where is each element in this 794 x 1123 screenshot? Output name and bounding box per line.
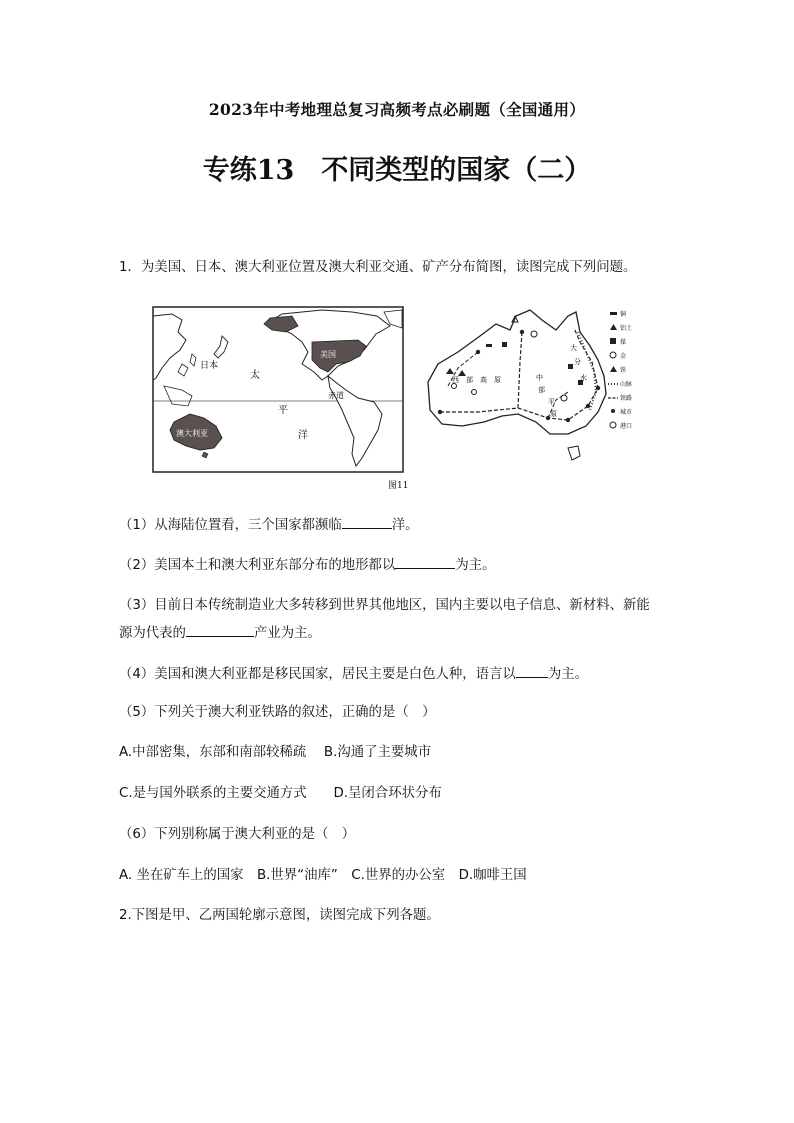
subquestion-3-text: 源为代表的: [119, 626, 186, 641]
subquestion-1: [119, 514, 419, 536]
subquestion-4: [119, 663, 588, 685]
subquestion-5-options-cd: C.是与国外联系的主要交通方式 D.呈闭合环状分布: [119, 786, 442, 801]
legend-label: 港口: [620, 423, 633, 430]
world-location-map: [152, 306, 404, 473]
subquestion-6-options: A. 坐在矿车上的国家 B.世界“油库” C.世界的办公室 D.咖啡王国: [119, 868, 527, 883]
question-2-stem: 2.下图是甲、乙两国轮廓示意图，读图完成下列各题。: [119, 908, 440, 923]
map-label-range-1: 大: [570, 344, 577, 352]
bauxite-icon: [610, 324, 617, 330]
map-label-australia: 澳大利亚: [176, 429, 208, 438]
map-label-ping: 平: [278, 405, 288, 416]
subquestion-3-line1: （3）目前日本传统制造业大多转移到世界其他地区，国内主要以电子信息、新材料、新能: [119, 598, 650, 613]
copper-icon: [610, 312, 617, 315]
answer-blank[interactable]: [186, 622, 254, 637]
legend-label: 铁路: [620, 395, 633, 402]
map-label-central-2: 部: [538, 386, 545, 394]
legend-label: 铜: [620, 311, 627, 318]
map-label-range-2: 分: [574, 358, 581, 366]
iron-icon: [610, 366, 617, 372]
map-legend: [608, 310, 632, 430]
subquestion-1-text: （1）从海陆位置看，三个国家都濒临: [119, 518, 342, 533]
page-title: 专练13 不同类型的国家（二）: [202, 155, 592, 186]
city-icon: [611, 409, 615, 413]
answer-blank[interactable]: [342, 514, 392, 529]
map-label-west-1: 西: [452, 376, 459, 384]
figure-caption: 图11: [388, 481, 409, 491]
map-label-west-2: 部: [466, 376, 473, 384]
gold-icon: [610, 352, 616, 358]
map-label-range-3: 水: [580, 374, 587, 382]
question-1-stem: 1．为美国、日本、澳大利亚位置及澳大利亚交通、矿产分布简图，读图完成下列问题。: [119, 260, 637, 275]
answer-blank[interactable]: [516, 663, 548, 678]
map-label-central-1: 中: [536, 374, 543, 382]
subquestion-1-suffix: 洋。: [391, 518, 419, 533]
map-label-west-3: 高: [480, 376, 487, 384]
answer-blank[interactable]: [395, 554, 455, 569]
subquestion-5: （5）下列关于澳大利亚铁路的叙述，正确的是（ ）: [119, 705, 436, 720]
map-label-central-4: 原: [550, 410, 557, 418]
map-label-west-4: 原: [494, 376, 501, 384]
legend-label: 煤: [620, 339, 627, 346]
subquestion-3-line2: [119, 622, 321, 644]
legend-label: 城市: [620, 409, 633, 416]
map-label-tai: 太: [250, 370, 260, 381]
map-label-japan: 日本: [200, 361, 219, 371]
subquestion-6: （6）下列别称属于澳大利亚的是（ ）: [119, 827, 356, 842]
legend-label: 金: [620, 353, 627, 360]
subquestion-2-suffix: 为主。: [455, 558, 496, 573]
legend-label: 铝土: [620, 325, 633, 332]
coal-icon: [610, 338, 616, 344]
subquestion-4-text: （4）美国和澳大利亚都是移民国家，居民主要是白色人种，语言以: [119, 667, 516, 682]
subquestion-4-suffix: 为主。: [547, 667, 589, 682]
australia-transport-mineral-map: [418, 302, 640, 472]
subquestion-5-options-ab: A.中部密集，东部和南部较稀疏 B.沟通了主要城市: [119, 745, 432, 760]
exam-header: 2023年中考地理总复习高频考点必刷题（全国通用）: [208, 100, 586, 119]
subquestion-3-suffix: 产业为主。: [253, 626, 321, 641]
port-icon: [610, 422, 616, 428]
map-label-central-3: 平: [548, 398, 555, 406]
map-label-usa: 美国: [320, 350, 336, 359]
map-label-yang: 洋: [298, 430, 308, 441]
subquestion-2-text: （2）美国本土和澳大利亚东部分布的地形都以: [119, 558, 396, 573]
legend-label: 山脉: [620, 381, 633, 388]
subquestion-2: [119, 554, 496, 576]
map-label-equator: 赤道: [328, 391, 344, 400]
legend-label: 铁: [620, 367, 627, 374]
